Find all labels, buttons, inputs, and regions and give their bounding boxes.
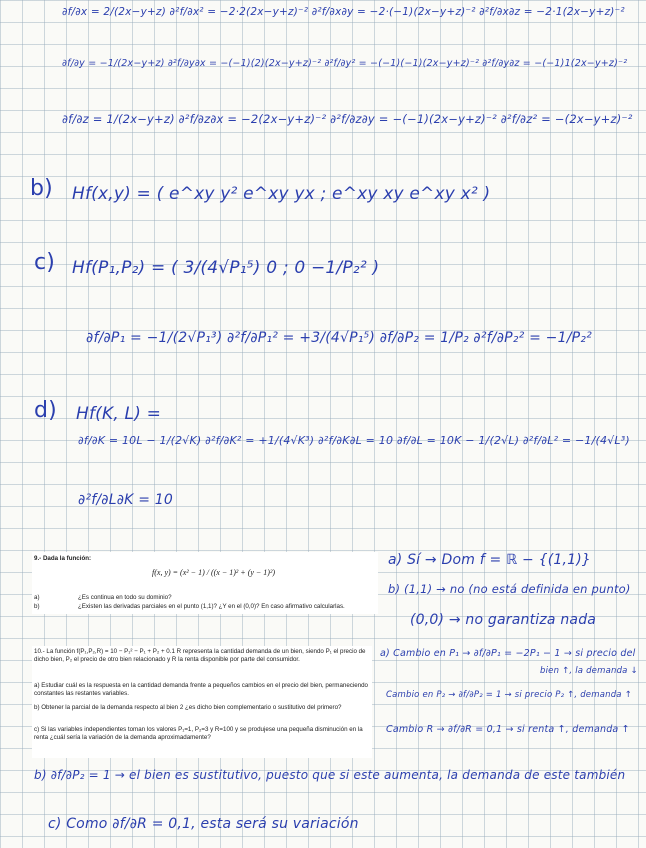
exercise-9-heading: 9.- Dada la función: xyxy=(34,555,92,562)
exercise-10-answer-a3: Cambio en P₂ → ∂f/∂P₂ = 1 → si precio P₂ ↑, demanda ↑ xyxy=(386,690,632,700)
exercise-10-printed-block xyxy=(32,646,372,758)
part-a-line-1: ∂f/∂x = 2/(2x−y+z) ∂²f/∂x² = −2·2(2x−y+z)⁻² ∂²f/∂x∂y = −2·(−1)(2x−y+z)⁻² ∂²f/∂x∂z = −2·1(2x−y+z)⁻² xyxy=(62,6,625,18)
part-c-derivatives: ∂f/∂P₁ = −1/(2√P₁³) ∂²f/∂P₁² = +3/(4√P₁⁵) ∂f/∂P₂ = 1/P₂ ∂²f/∂P₂² = −1/P₂² xyxy=(86,330,592,346)
exercise-10-heading: 10.- La función f(P₁,P₂,R) = 10 − P₁² − P₁ + P₂ + 0.1 R representa la cantidad demanda de un bien, siendo P₁ el precio de dicho bien, P₂ el precio de otro bien relacionado y R la renta disponible por parte del consumidor. xyxy=(34,648,366,663)
exercise-9-answer-a: a) Sí → Dom f = ℝ − {(1,1)} xyxy=(388,552,592,568)
exercise-10-answer-c: c) Como ∂f/∂R = 0,1, esta será su variación xyxy=(48,816,359,832)
exercise-9-printed-block xyxy=(32,552,378,614)
exercise-10-answer-a1: a) Cambio en P₁ → ∂f/∂P₁ = −2P₁ − 1 → si precio del xyxy=(380,648,636,659)
exercise-9-question-b: ¿Existen las derivadas parciales en el punto (1,1)? ¿Y en el (0,0)? En caso afirmativo calcularlas. xyxy=(78,603,345,610)
part-c-hessian: Hf(P₁,P₂) = ( 3/(4√P₁⁵) 0 ; 0 −1/P₂² ) xyxy=(72,258,380,278)
part-d-label: d) xyxy=(34,398,57,423)
exercise-9-function: f(x, y) = (x² − 1) / ((x − 1)² + (y − 1)²) xyxy=(152,568,276,577)
exercise-9-question-a: ¿Es continua en todo su dominio? xyxy=(78,594,172,601)
exercise-10-answer-a4: Cambio R → ∂f/∂R = 0,1 → si renta ↑, demanda ↑ xyxy=(386,724,630,735)
exercise-9-qa-letter: a) xyxy=(34,594,40,601)
exercise-9-answer-b1: b) (1,1) → no (no está definida en punto) xyxy=(388,582,631,596)
exercise-10-question-a: a) Estudiar cuál es la respuesta en la cantidad demanda frente a pequeños cambios en el precio del bien, permaneciendo constantes las restantes variables. xyxy=(34,682,368,697)
exercise-10-answer-b: b) ∂f/∂P₂ = 1 → el bien es sustitutivo, puesto que si este aumenta, la demanda de este también xyxy=(34,768,626,782)
part-a-line-2: ∂f/∂y = −1/(2x−y+z) ∂²f/∂y∂x = −(−1)(2)(2x−y+z)⁻² ∂²f/∂y² = −(−1)(−1)(2x−y+z)⁻² ∂²f/∂y∂z = −(−1)1(2x−y+z)⁻² xyxy=(62,58,628,69)
part-d-title: Hf(K, L) = xyxy=(76,404,162,424)
exercise-9-qb-letter: b) xyxy=(34,603,40,610)
part-d-line-1: ∂f/∂K = 10L − 1/(2√K) ∂²f/∂K² = +1/(4√K³) ∂²f/∂K∂L = 10 ∂f/∂L = 10K − 1/(2√L) ∂²f/∂L² = −1/(4√L³) xyxy=(78,434,630,447)
part-a-line-3: ∂f/∂z = 1/(2x−y+z) ∂²f/∂z∂x = −2(2x−y+z)⁻² ∂²f/∂z∂y = −(−1)(2x−y+z)⁻² ∂²f/∂z² = −(2x−y+z)⁻² xyxy=(62,112,633,126)
part-c-label: c) xyxy=(34,250,56,275)
part-b-label: b) xyxy=(30,176,53,201)
exercise-10-question-b: b) Obtener la parcial de la demanda respecto al bien 2 ¿es dicho bien complementario o sustitutivo del primero? xyxy=(34,704,342,711)
exercise-10-answer-a2: bien ↑, la demanda ↓ xyxy=(540,666,638,676)
exercise-9-answer-b2: (0,0) → no garantiza nada xyxy=(410,612,597,628)
part-d-line-2: ∂²f/∂L∂K = 10 xyxy=(78,492,174,508)
exercise-10-question-c: c) Si las variables independientes toman los valores P₁=1, P₂=3 y R=100 y se produjese una pequeña disminución en la renta ¿cuál sería la variación de la demanda aproximadamente? xyxy=(34,726,363,741)
part-b-hessian: Hf(x,y) = ( e^xy y² e^xy yx ; e^xy xy e^xy x² ) xyxy=(72,184,491,204)
